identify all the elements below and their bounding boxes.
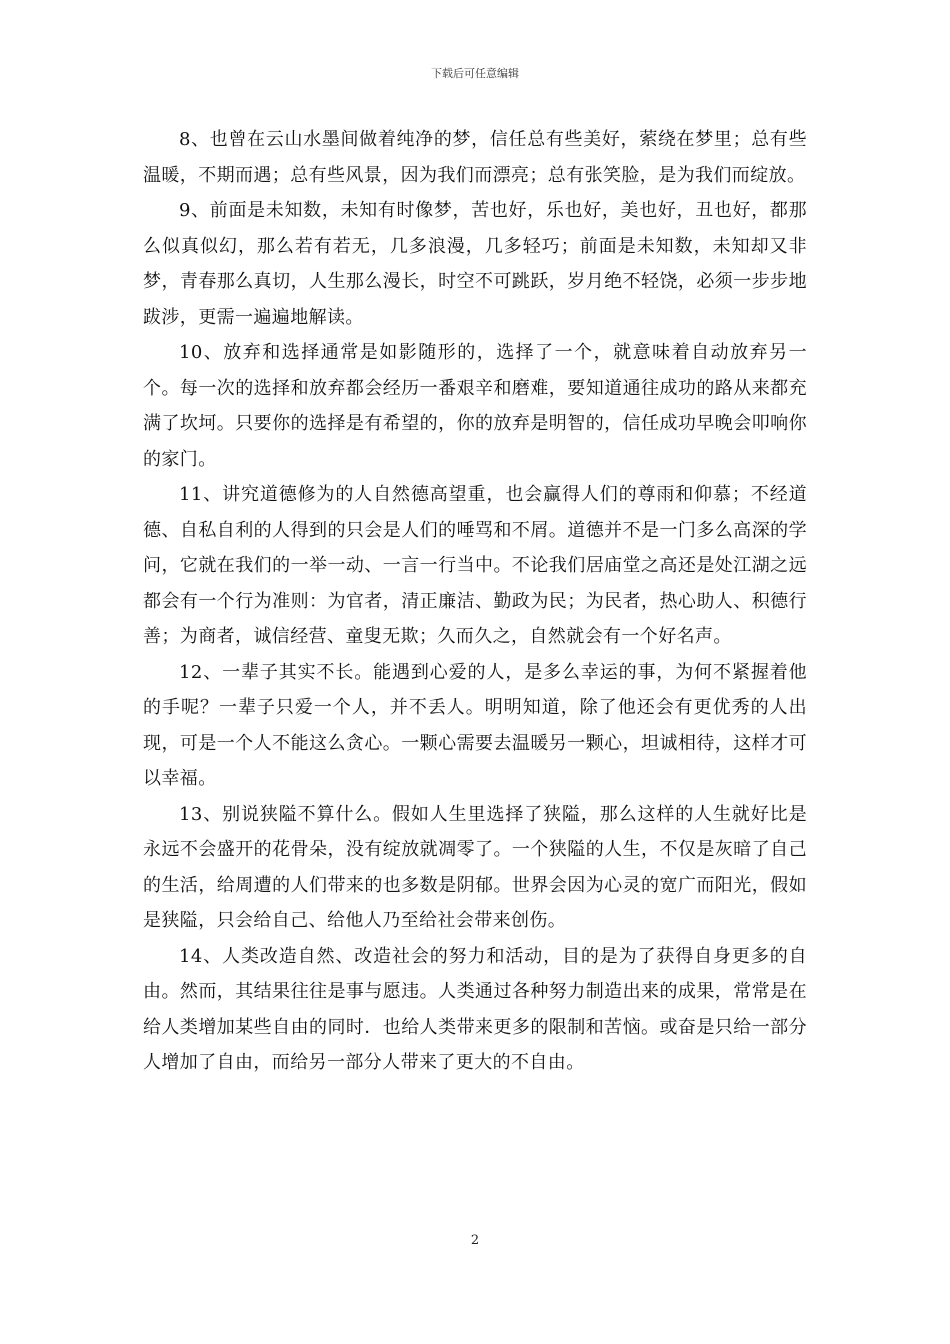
paragraph-14: 14、人类改造自然、改造社会的努力和活动，目的是为了获得自身更多的自由。然而，其结果往往是事与愿违。人类通过各种努力制造出来的成果，常常是在给人类增加某些自由的同时．也给人类带来更多的限制和苦恼。或奋是只给一部分人增加了自由，而给另一部分人带来了更大的不自由。 [143, 945, 807, 1073]
paragraph-13: 13、别说狭隘不算什么。假如人生里选择了狭隘，那么这样的人生就好比是永远不会盛开的花骨朵，没有绽放就凋零了。一个狭隘的人生，不仅是灰暗了自己的生活，给周遭的人们带来的也多数是阴郁。世界会因为心灵的宽广而阳光，假如是狭隘，只会给自己、给他人乃至给社会带来创伤。 [143, 803, 807, 931]
paragraph-8: 8、也曾在云山水墨间做着纯净的梦，信任总有些美好，萦绕在梦里；总有些温暖，不期而遇；总有些风景，因为我们而漂亮；总有张笑脸，是为我们而绽放。 [143, 129, 807, 186]
paragraph-12: 12、一辈子其实不长。能遇到心爱的人，是多么幸运的事，为何不紧握着他的手呢？一辈子只爱一个人，并不丢人。明明知道，除了他还会有更优秀的人出现，可是一个人不能这么贪心。一颗心需要去温暖另一颗心，坦诚相待，这样才可以幸福。 [143, 661, 807, 789]
page-header: 下载后可任意编辑 [431, 67, 519, 80]
paragraph-11: 11、讲究道德修为的人自然德高望重，也会赢得人们的尊雨和仰慕；不经道德、自私自利的人得到的只会是人们的唾骂和不屑。道德并不是一门多么高深的学问，它就在我们的一举一动、一言一行当中。不论我们居庙堂之高还是处江湖之远都会有一个行为准则：为官者，清正廉洁、勤政为民；为民者，热心助人、积德行善；为商者，诚信经营、童叟无欺；久而久之，自然就会有一个好名声。 [143, 484, 807, 647]
paragraph-9: 9、前面是未知数，未知有时像梦，苦也好，乐也好，美也好，丑也好，都那么似真似幻，那么若有若无，几多浪漫，几多轻巧；前面是未知数，未知却又非梦，青春那么真切，人生那么漫长，时空不可跳跃，岁月绝不轻饶，必须一步步地跋涉，更需一遍遍地解读。 [143, 200, 807, 328]
page-number: 2 [470, 1233, 480, 1248]
document-body [143, 122, 807, 1081]
paragraph-10: 10、放弃和选择通常是如影随形的，选择了一个，就意味着自动放弃另一个。每一次的选择和放弃都会经历一番艰辛和磨难，要知道通往成功的路从来都充满了坎坷。只要你的选择是有希望的，你的放弃是明智的，信任成功早晚会叩响你的家门。 [143, 342, 807, 470]
